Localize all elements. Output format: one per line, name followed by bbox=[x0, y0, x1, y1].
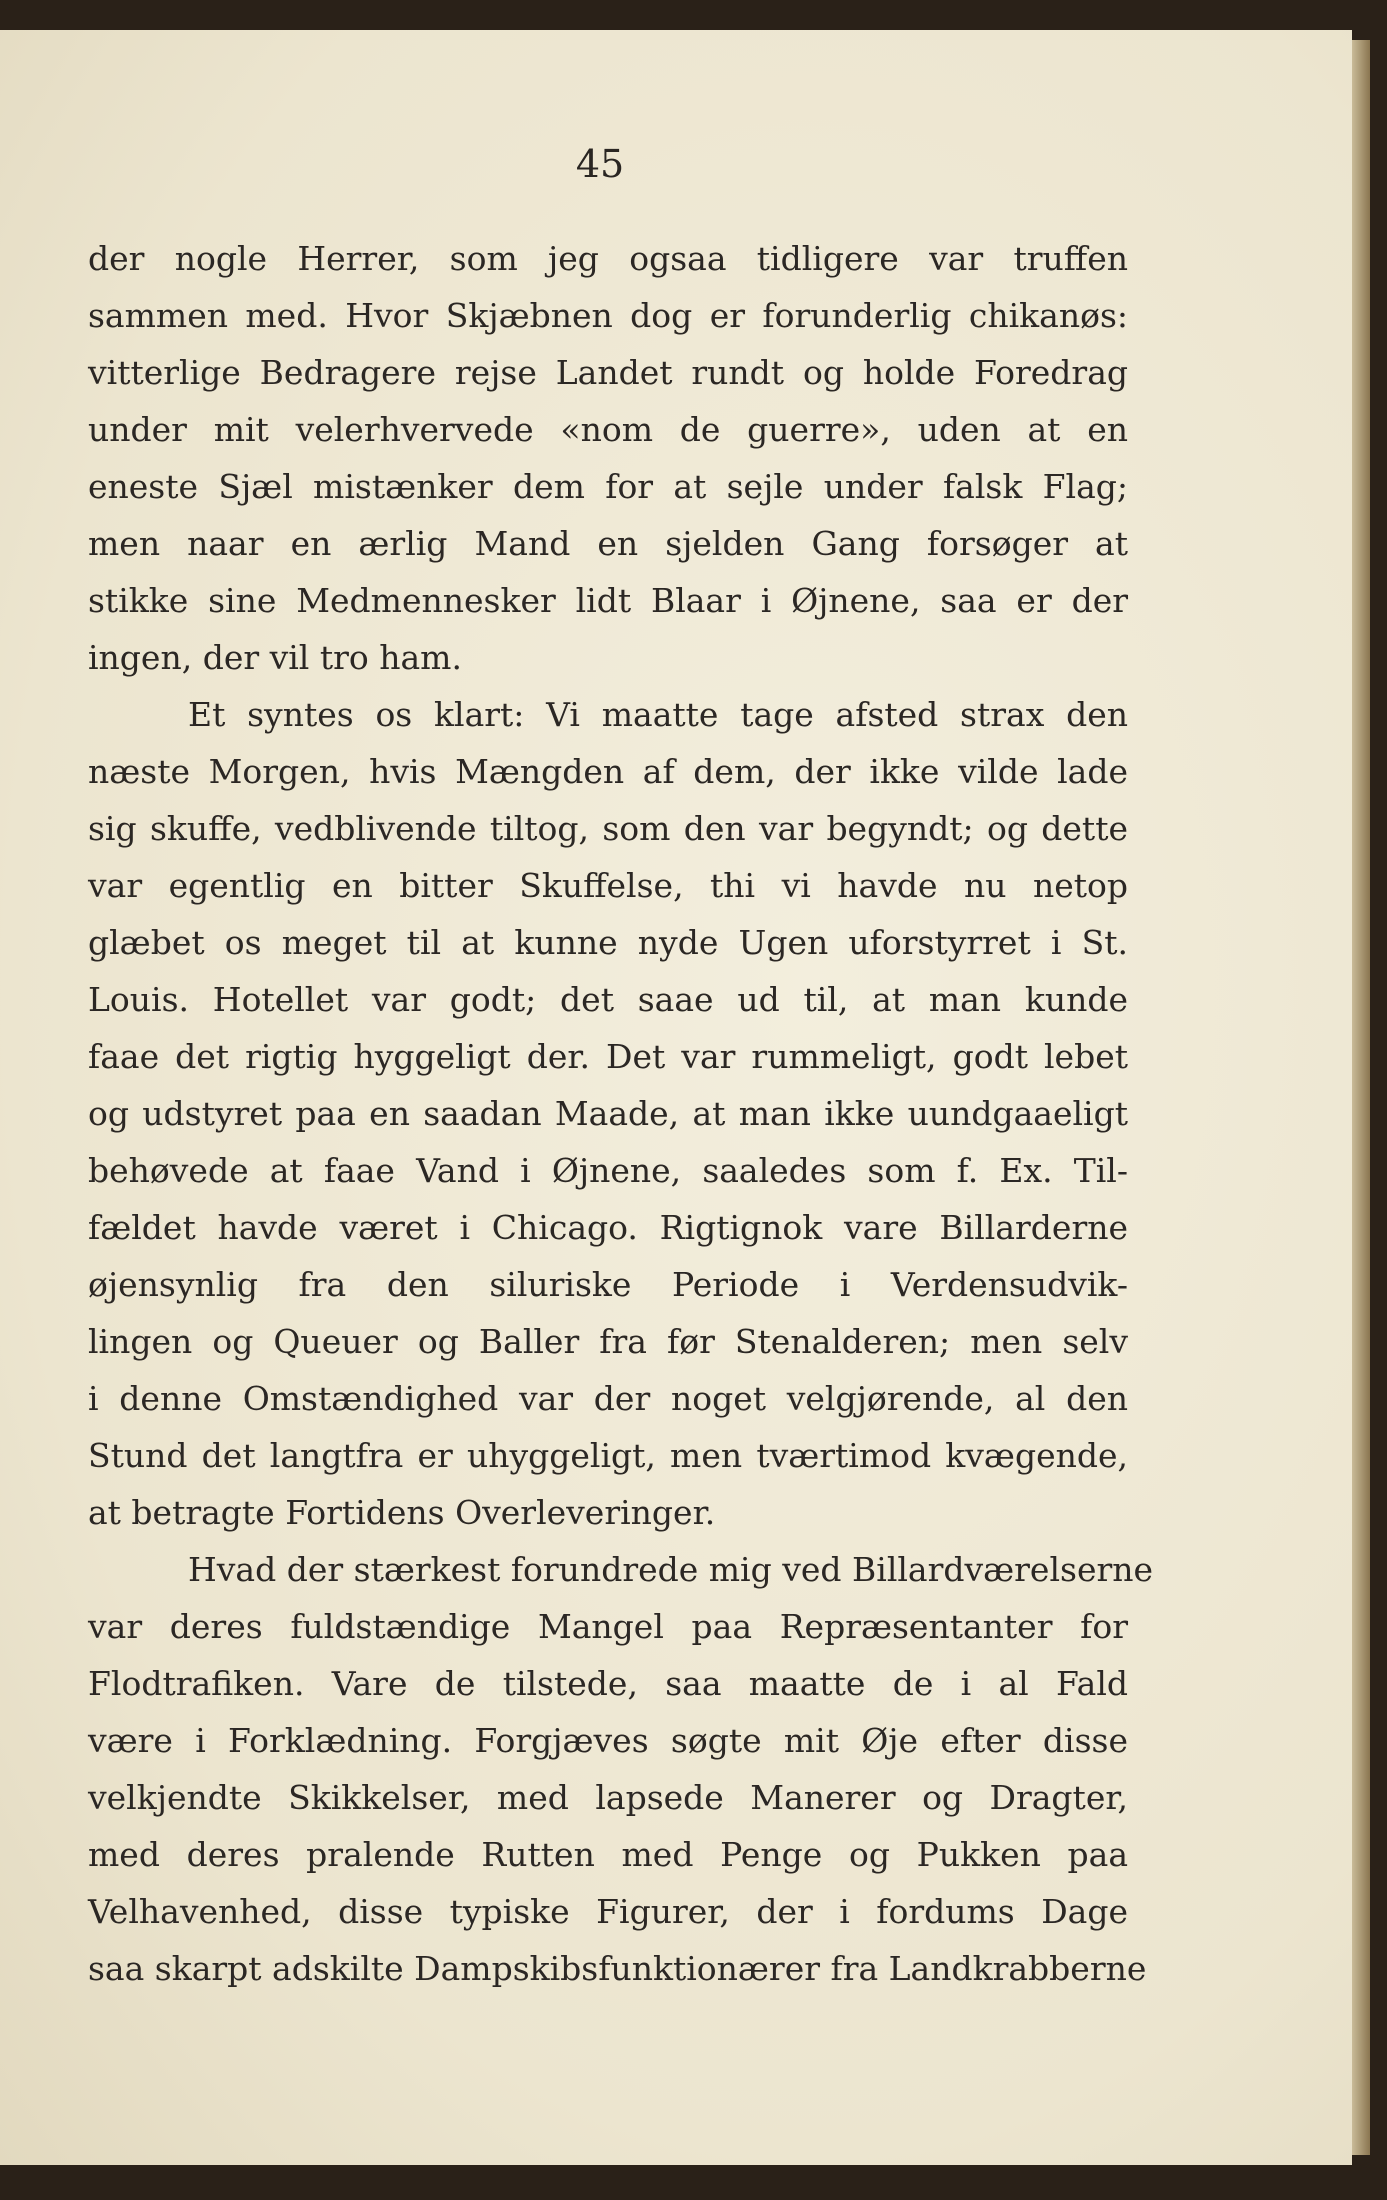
text-line: var egentlig en bitter Skuffelse, thi vi havde nu netop bbox=[88, 866, 1128, 905]
text-line: saa skarpt adskilte Dampskibsfunktionærer fra Landkrabberne bbox=[88, 1949, 1147, 1988]
page-number: 45 bbox=[575, 142, 625, 186]
text-line: sig skuffe, vedblivende tiltog, som den var begyndt; og dette bbox=[88, 809, 1128, 848]
text-line: ingen, der vil tro ham. bbox=[88, 638, 462, 677]
text-line: glæbet os meget til at kunne nyde Ugen uforstyrret i St. bbox=[88, 923, 1128, 962]
text-line: og udstyret paa en saadan Maade, at man ikke uundgaaeligt bbox=[88, 1094, 1128, 1133]
text-line: men naar en ærlig Mand en sjelden Gang forsøger at bbox=[88, 524, 1128, 563]
text-line: Flodtrafiken. Vare de tilstede, saa maatte de i al Fald bbox=[88, 1664, 1128, 1703]
body-text bbox=[88, 230, 1154, 1997]
text-line: øjensynlig fra den siluriske Periode i Verdensudvik- bbox=[88, 1265, 1128, 1304]
text-line: Louis. Hotellet var godt; det saae ud til, at man kunde bbox=[88, 980, 1128, 1019]
text-line: fældet havde været i Chicago. Rigtignok vare Billarderne bbox=[88, 1208, 1128, 1247]
text-line: være i Forklædning. Forgjæves søgte mit Øje efter disse bbox=[88, 1721, 1128, 1760]
text-line: der nogle Herrer, som jeg ogsaa tidligere var truffen bbox=[88, 239, 1128, 278]
text-line: behøvede at faae Vand i Øjnene, saaledes som f. Ex. Til- bbox=[88, 1151, 1128, 1190]
text-line: stikke sine Medmennesker lidt Blaar i Øjnene, saa er der bbox=[88, 581, 1128, 620]
text-line: faae det rigtig hyggeligt der. Det var rummeligt, godt lebet bbox=[88, 1037, 1128, 1076]
text-line: under mit velerhvervede «nom de guerre», uden at en bbox=[88, 410, 1128, 449]
text-line: næste Morgen, hvis Mængden af dem, der ikke vilde lade bbox=[88, 752, 1128, 791]
text-line: med deres pralende Rutten med Penge og Pukken paa bbox=[88, 1835, 1128, 1874]
text-line: sammen med. Hvor Skjæbnen dog er forunderlig chikanøs: bbox=[88, 296, 1128, 335]
text-line: Velhavenhed, disse typiske Figurer, der i fordums Dage bbox=[88, 1892, 1128, 1931]
text-line: Stund det langtfra er uhyggeligt, men tværtimod kvægende, bbox=[88, 1436, 1128, 1475]
text-line: lingen og Queuer og Baller fra før Stenalderen; men selv bbox=[88, 1322, 1128, 1361]
page-edge bbox=[1352, 40, 1370, 2155]
text-line: eneste Sjæl mistænker dem for at sejle under falsk Flag; bbox=[88, 467, 1128, 506]
text-line: Hvad der stærkest forundrede mig ved Billardværelserne bbox=[188, 1550, 1154, 1589]
text-line: at betragte Fortidens Overleveringer. bbox=[88, 1493, 716, 1532]
text-line: velkjendte Skikkelser, med lapsede Manerer og Dragter, bbox=[88, 1778, 1128, 1817]
page-sheet bbox=[0, 30, 1352, 2165]
text-line: var deres fuldstændige Mangel paa Repræsentanter for bbox=[88, 1607, 1128, 1646]
text-line: Et syntes os klart: Vi maatte tage afsted strax den bbox=[188, 695, 1128, 734]
text-line: i denne Omstændighed var der noget velgjørende, al den bbox=[88, 1379, 1128, 1418]
text-line: vitterlige Bedragere rejse Landet rundt og holde Foredrag bbox=[88, 353, 1128, 392]
